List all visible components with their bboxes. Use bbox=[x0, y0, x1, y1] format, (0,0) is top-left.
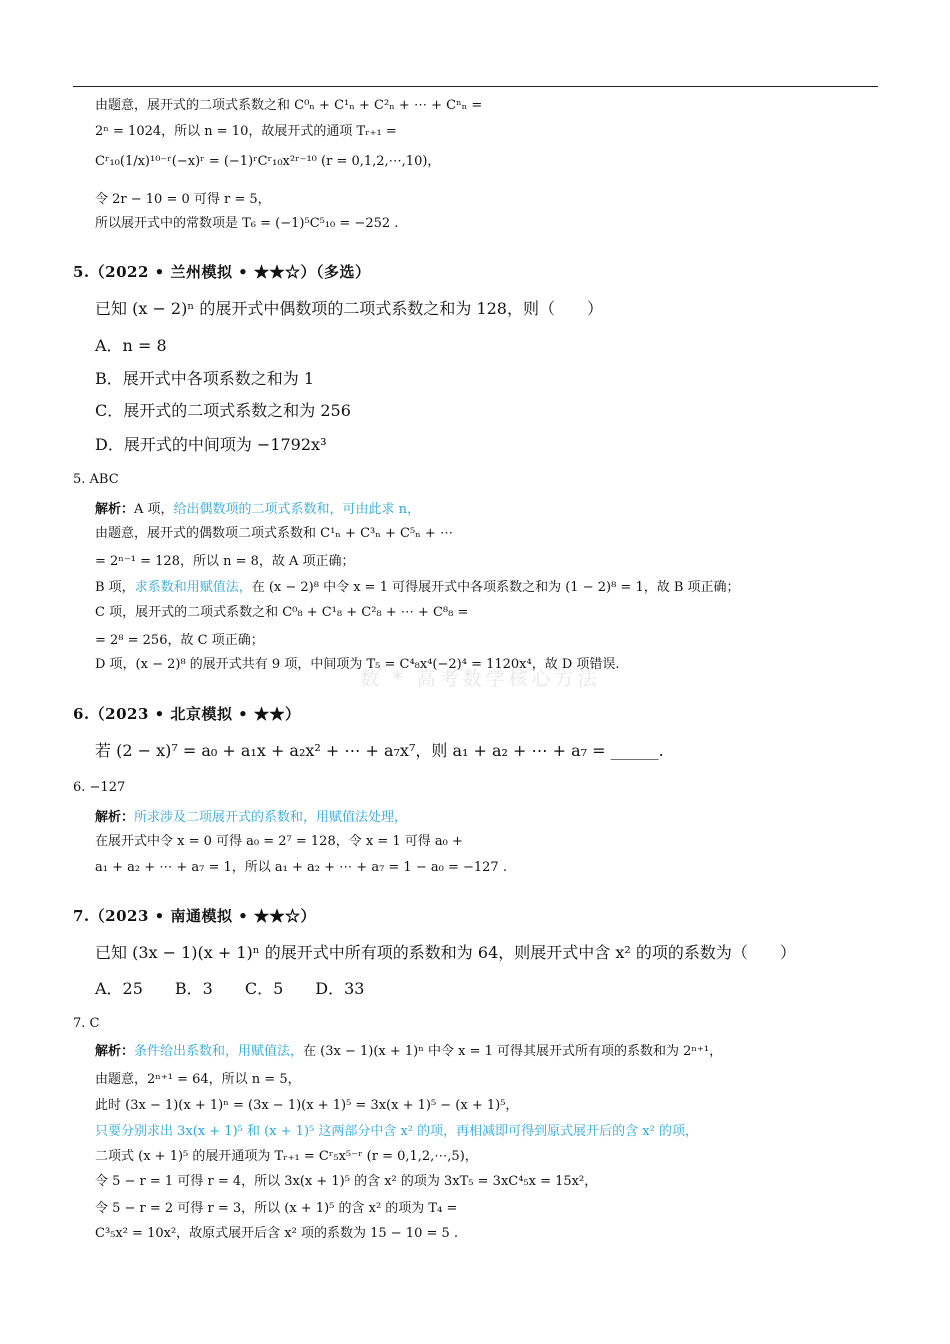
q7-solution-hint-1: 条件给出系数和，用赋值法， bbox=[134, 1044, 304, 1059]
q5-solution-line-7: D 项，(x − 2)⁸ 的展开式共有 9 项，中间项为 T₅ = C⁴₈x⁴(−2)⁴ = 1120x⁴，故 D 项错误. bbox=[95, 657, 620, 672]
q5-header: 5.（2022 • 兰州模拟 • ★★☆）（多选） bbox=[73, 263, 371, 281]
q7-header: 7.（2023 • 南通模拟 • ★★☆） bbox=[73, 907, 316, 925]
q5-solution-part-b-detail: 在 (x − 2)⁸ 中令 x = 1 可得展开式中各项系数之和为 (1 − 2)⁸ = 1，故 B 项正确； bbox=[251, 580, 740, 595]
q5-solution-line-4 bbox=[95, 576, 740, 595]
q7-solution-label: 解析： bbox=[95, 1044, 135, 1059]
header-rule bbox=[73, 86, 878, 87]
q7-solution-line-3: 此时 (3x − 1)(x + 1)ⁿ = (3x − 1)(x + 1)⁵ = 3x(x + 1)⁵ − (x + 1)⁵， bbox=[95, 1098, 519, 1113]
q7-answer: 7. C bbox=[73, 1016, 100, 1031]
q6-header: 6.（2023 • 北京模拟 • ★★） bbox=[73, 705, 301, 723]
q5-solution-line-3: = 2ⁿ⁻¹ = 128，所以 n = 8，故 A 项正确； bbox=[95, 554, 355, 569]
q5-option-b: B．展开式中各项系数之和为 1 bbox=[95, 369, 315, 388]
q6-solution-label: 解析： bbox=[95, 810, 135, 825]
q7-solution-line-6: 令 5 − r = 1 可得 r = 4，所以 3x(x + 1)⁵ 的含 x² 的项为 3xT₅ = 3xC⁴₅x = 15x²， bbox=[95, 1174, 598, 1189]
q7-solution-line-7: 令 5 − r = 2 可得 r = 3，所以 (x + 1)⁵ 的含 x² 的项为 T₄ = bbox=[95, 1201, 458, 1216]
q7-solution-line-5: 二项式 (x + 1)⁵ 的展开通项为 Tᵣ₊₁ = Cʳ₅x⁵⁻ʳ (r = 0,1,2,⋯,5)， bbox=[95, 1149, 478, 1164]
q5-solution-hint-1: 给出偶数项的二项式系数和，可由此求 n， bbox=[173, 502, 421, 517]
q6-solution-line-1 bbox=[95, 806, 407, 825]
q7-options: A．25 B．3 C．5 D．33 bbox=[95, 979, 365, 998]
prev-solution-line-1: 由题意，展开式的二项式系数之和 C⁰ₙ + C¹ₙ + C²ₙ + ⋯ + Cⁿₙ = bbox=[95, 98, 483, 113]
q5-solution-hint-2: 求系数和用赋值法， bbox=[134, 580, 252, 595]
q5-option-c: C．展开式的二项式系数之和为 256 bbox=[95, 401, 351, 420]
q5-solution-line-6: = 2⁸ = 256，故 C 项正确； bbox=[95, 633, 264, 648]
q5-solution-part-b: B 项， bbox=[95, 580, 135, 595]
q5-solution-part-a: A 项， bbox=[134, 502, 174, 517]
q7-solution-line-1-detail: 在 (3x − 1)(x + 1)ⁿ 中令 x = 1 可得其展开式所有项的系数和为 2ⁿ⁺¹， bbox=[303, 1044, 723, 1059]
q5-stem: 已知 (x − 2)ⁿ 的展开式中偶数项的二项式系数之和为 128，则（ ） bbox=[95, 299, 603, 318]
watermark: 数 * 高考数学核心方法 bbox=[360, 668, 601, 690]
q5-answer: 5. ABC bbox=[73, 472, 119, 487]
prev-solution-line-3: Cʳ₁₀(1/x)¹⁰⁻ʳ(−x)ʳ = (−1)ʳCʳ₁₀x²ʳ⁻¹⁰ (r = 0,1,2,⋯,10)， bbox=[95, 154, 441, 169]
q7-solution-line-2: 由题意，2ⁿ⁺¹ = 64，所以 n = 5， bbox=[95, 1072, 301, 1087]
q5-option-a: A．n = 8 bbox=[95, 336, 167, 355]
q7-solution-hint-2: 只要分别求出 3x(x + 1)⁵ 和 (x + 1)⁵ 这两部分中含 x² 的项，再相减即可得到原式展开后的含 x² 的项， bbox=[95, 1124, 698, 1139]
q6-solution-line-3: a₁ + a₂ + ⋯ + a₇ = 1，所以 a₁ + a₂ + ⋯ + a₇ = 1 − a₀ = −127 . bbox=[95, 860, 507, 875]
q7-solution-line-8: C³₅x² = 10x²，故原式展开后含 x² 项的系数为 15 − 10 = 5 . bbox=[95, 1226, 459, 1241]
q7-stem: 已知 (3x − 1)(x + 1)ⁿ 的展开式中所有项的系数和为 64，则展开式中含 x² 的项的系数为（ ） bbox=[95, 943, 796, 962]
q5-solution-line-2: 由题意，展开式的偶数项二项式系数和 C¹ₙ + C³ₙ + C⁵ₙ + ⋯ bbox=[95, 526, 453, 541]
q6-answer: 6. −127 bbox=[73, 780, 126, 795]
prev-solution-line-2: 2ⁿ = 1024，所以 n = 10，故展开式的通项 Tᵣ₊₁ = bbox=[95, 124, 397, 139]
q5-solution-label: 解析： bbox=[95, 502, 135, 517]
q6-solution-hint: 所求涉及二项展开式的系数和，用赋值法处理， bbox=[134, 810, 408, 825]
q5-solution-line-1 bbox=[95, 498, 420, 517]
q6-stem: 若 (2 − x)⁷ = a₀ + a₁x + a₂x² + ⋯ + a₇x⁷，则 a₁ + a₂ + ⋯ + a₇ = ______. bbox=[95, 741, 664, 760]
q5-solution-line-5: C 项，展开式的二项式系数之和 C⁰₈ + C¹₈ + C²₈ + ⋯ + C⁸₈ = bbox=[95, 605, 469, 620]
prev-solution-line-4: 令 2r − 10 = 0 可得 r = 5， bbox=[95, 192, 271, 207]
q5-option-d: D．展开式的中间项为 −1792x³ bbox=[95, 435, 327, 454]
q6-solution-line-2: 在展开式中令 x = 0 可得 a₀ = 2⁷ = 128，令 x = 1 可得 a₀ + bbox=[95, 834, 463, 849]
q7-solution-line-1 bbox=[95, 1040, 722, 1059]
prev-solution-line-5: 所以展开式中的常数项是 T₆ = (−1)⁵C⁵₁₀ = −252 . bbox=[95, 216, 399, 231]
